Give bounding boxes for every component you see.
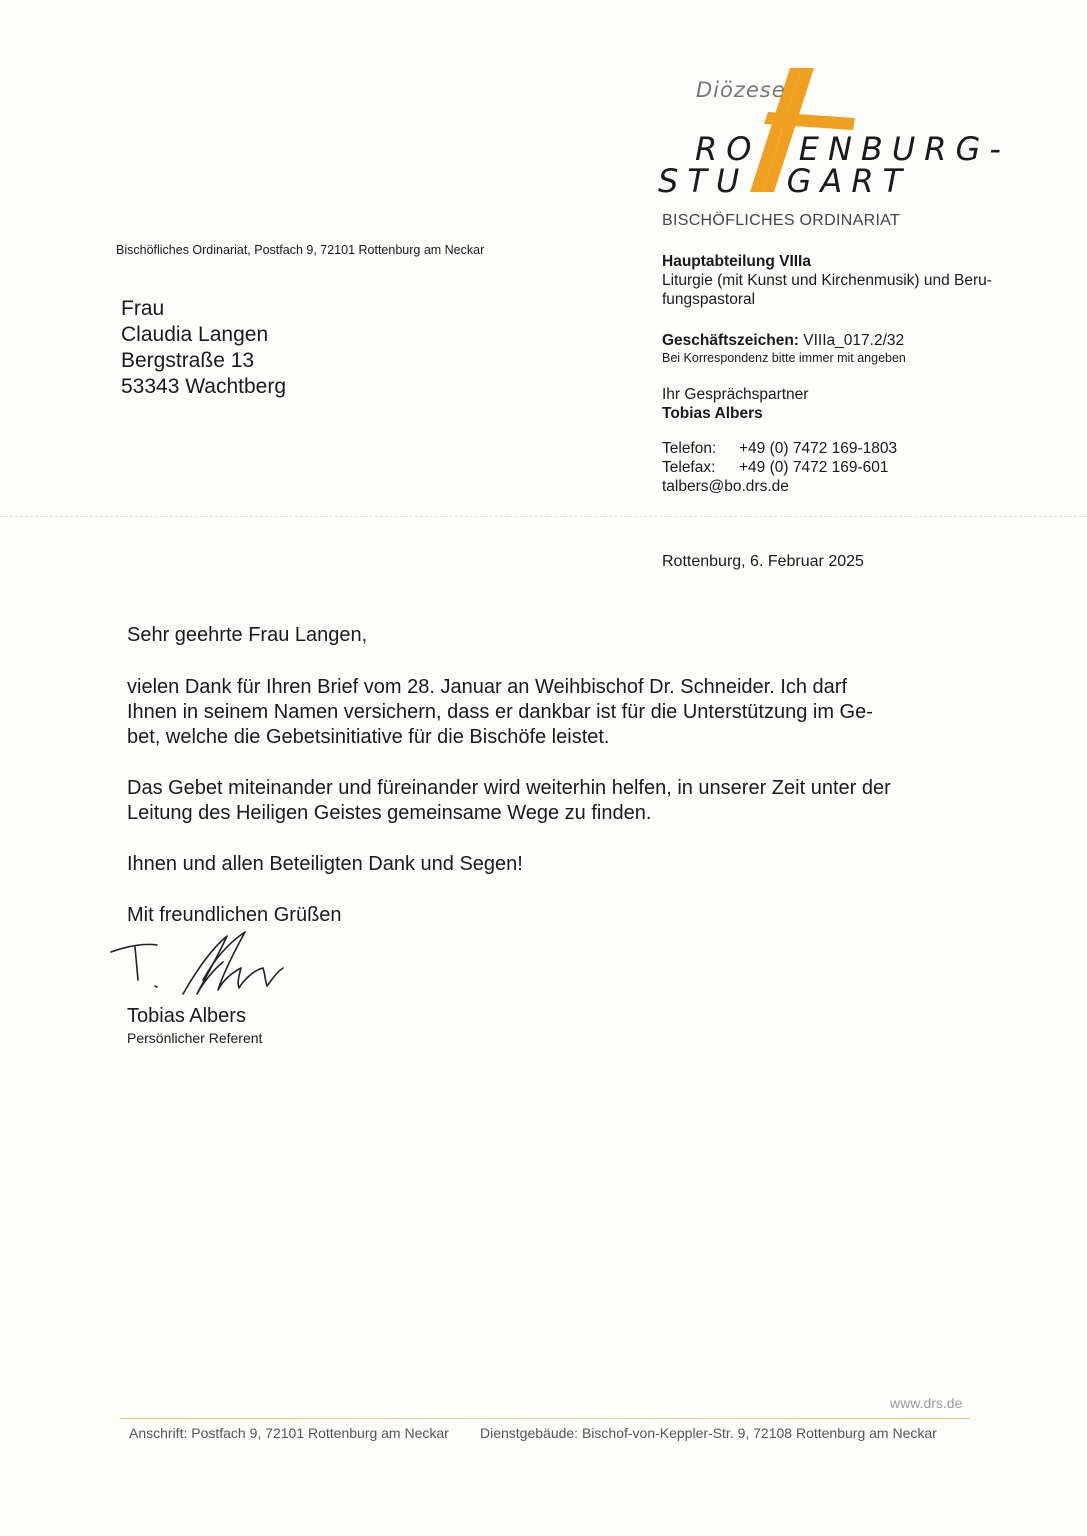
greeting: Sehr geehrte Frau Langen,	[127, 624, 368, 646]
paragraph-2	[127, 776, 1027, 826]
fold-mark	[0, 516, 1087, 517]
reference-value: VIIIa_017.2/32	[803, 332, 905, 349]
return-address: Bischöfliches Ordinariat, Postfach 9, 72101 Rottenburg am Neckar	[116, 243, 485, 257]
handwritten-signature	[105, 928, 305, 1003]
recipient-salutation: Frau	[121, 297, 165, 320]
diocese-logo	[650, 60, 1010, 200]
contact-email: talbers@bo.drs.de	[662, 478, 789, 495]
footer-website: www.drs.de	[890, 1395, 963, 1411]
department-line1: Liturgie (mit Kunst und Kirchenmusik) und Beru-	[662, 272, 992, 289]
phone-label: Telefon:	[662, 440, 717, 457]
closing: Mit freundlichen Grüßen	[127, 904, 342, 926]
recipient-city: 53343 Wachtberg	[121, 375, 286, 398]
department-title: Hauptabteilung VIIIa	[662, 253, 811, 270]
footer-rule	[120, 1418, 970, 1419]
reference-label: Geschäftszeichen:	[662, 332, 799, 349]
recipient-street: Bergstraße 13	[121, 349, 255, 372]
paragraph-1-line: vielen Dank für Ihren Brief vom 28. Januar an Weihbischof Dr. Schneider. Ich darf	[127, 676, 847, 698]
contact-details	[662, 439, 897, 496]
paragraph-3: Ihnen und allen Beteiligten Dank und Segen!	[127, 853, 523, 875]
paragraph-2-line: Leitung des Heiligen Geistes gemeinsame Wege zu finden.	[127, 802, 652, 824]
logo-line2-text: STU GART	[658, 162, 912, 200]
reference-note: Bei Korrespondenz bitte immer mit angeben	[662, 351, 906, 365]
footer-address: Anschrift: Postfach 9, 72101 Rottenburg am Neckar	[129, 1425, 449, 1441]
reference-block	[662, 331, 1042, 367]
fax-label: Telefax:	[662, 459, 716, 476]
phone-number: +49 (0) 7472 169-1803	[739, 440, 898, 457]
paragraph-2-line: Das Gebet miteinander und füreinander wird weiterhin helfen, in unserer Zeit unter der	[127, 777, 891, 799]
recipient-address	[121, 296, 286, 400]
signer-name: Tobias Albers	[127, 1005, 246, 1027]
fax-number: +49 (0) 7472 169-601	[739, 459, 889, 476]
contact-block	[662, 385, 808, 423]
date-line: Rottenburg, 6. Februar 2025	[662, 553, 864, 570]
logo-line1-text: RO ENBURG-	[695, 130, 1010, 168]
department-block	[662, 252, 1042, 309]
department-line2: fungspastoral	[662, 291, 756, 308]
contact-name: Tobias Albers	[662, 405, 763, 422]
office-name: BISCHÖFLICHES ORDINARIAT	[662, 212, 901, 229]
logo-diozese-text: Diözese	[696, 78, 786, 102]
paragraph-1	[127, 675, 1027, 750]
paragraph-1-line: bet, welche die Gebetsinitiative für die Bischöfe leistet.	[127, 726, 610, 748]
signer-title: Persönlicher Referent	[127, 1030, 263, 1046]
paragraph-1-line: Ihnen in seinem Namen versichern, dass er dankbar ist für die Unterstützung im Ge-	[127, 701, 873, 723]
recipient-name: Claudia Langen	[121, 323, 269, 346]
contact-label: Ihr Gesprächspartner	[662, 386, 809, 403]
footer-building: Dienstgebäude: Bischof-von-Keppler-Str. 9, 72108 Rottenburg am Neckar	[480, 1425, 937, 1441]
